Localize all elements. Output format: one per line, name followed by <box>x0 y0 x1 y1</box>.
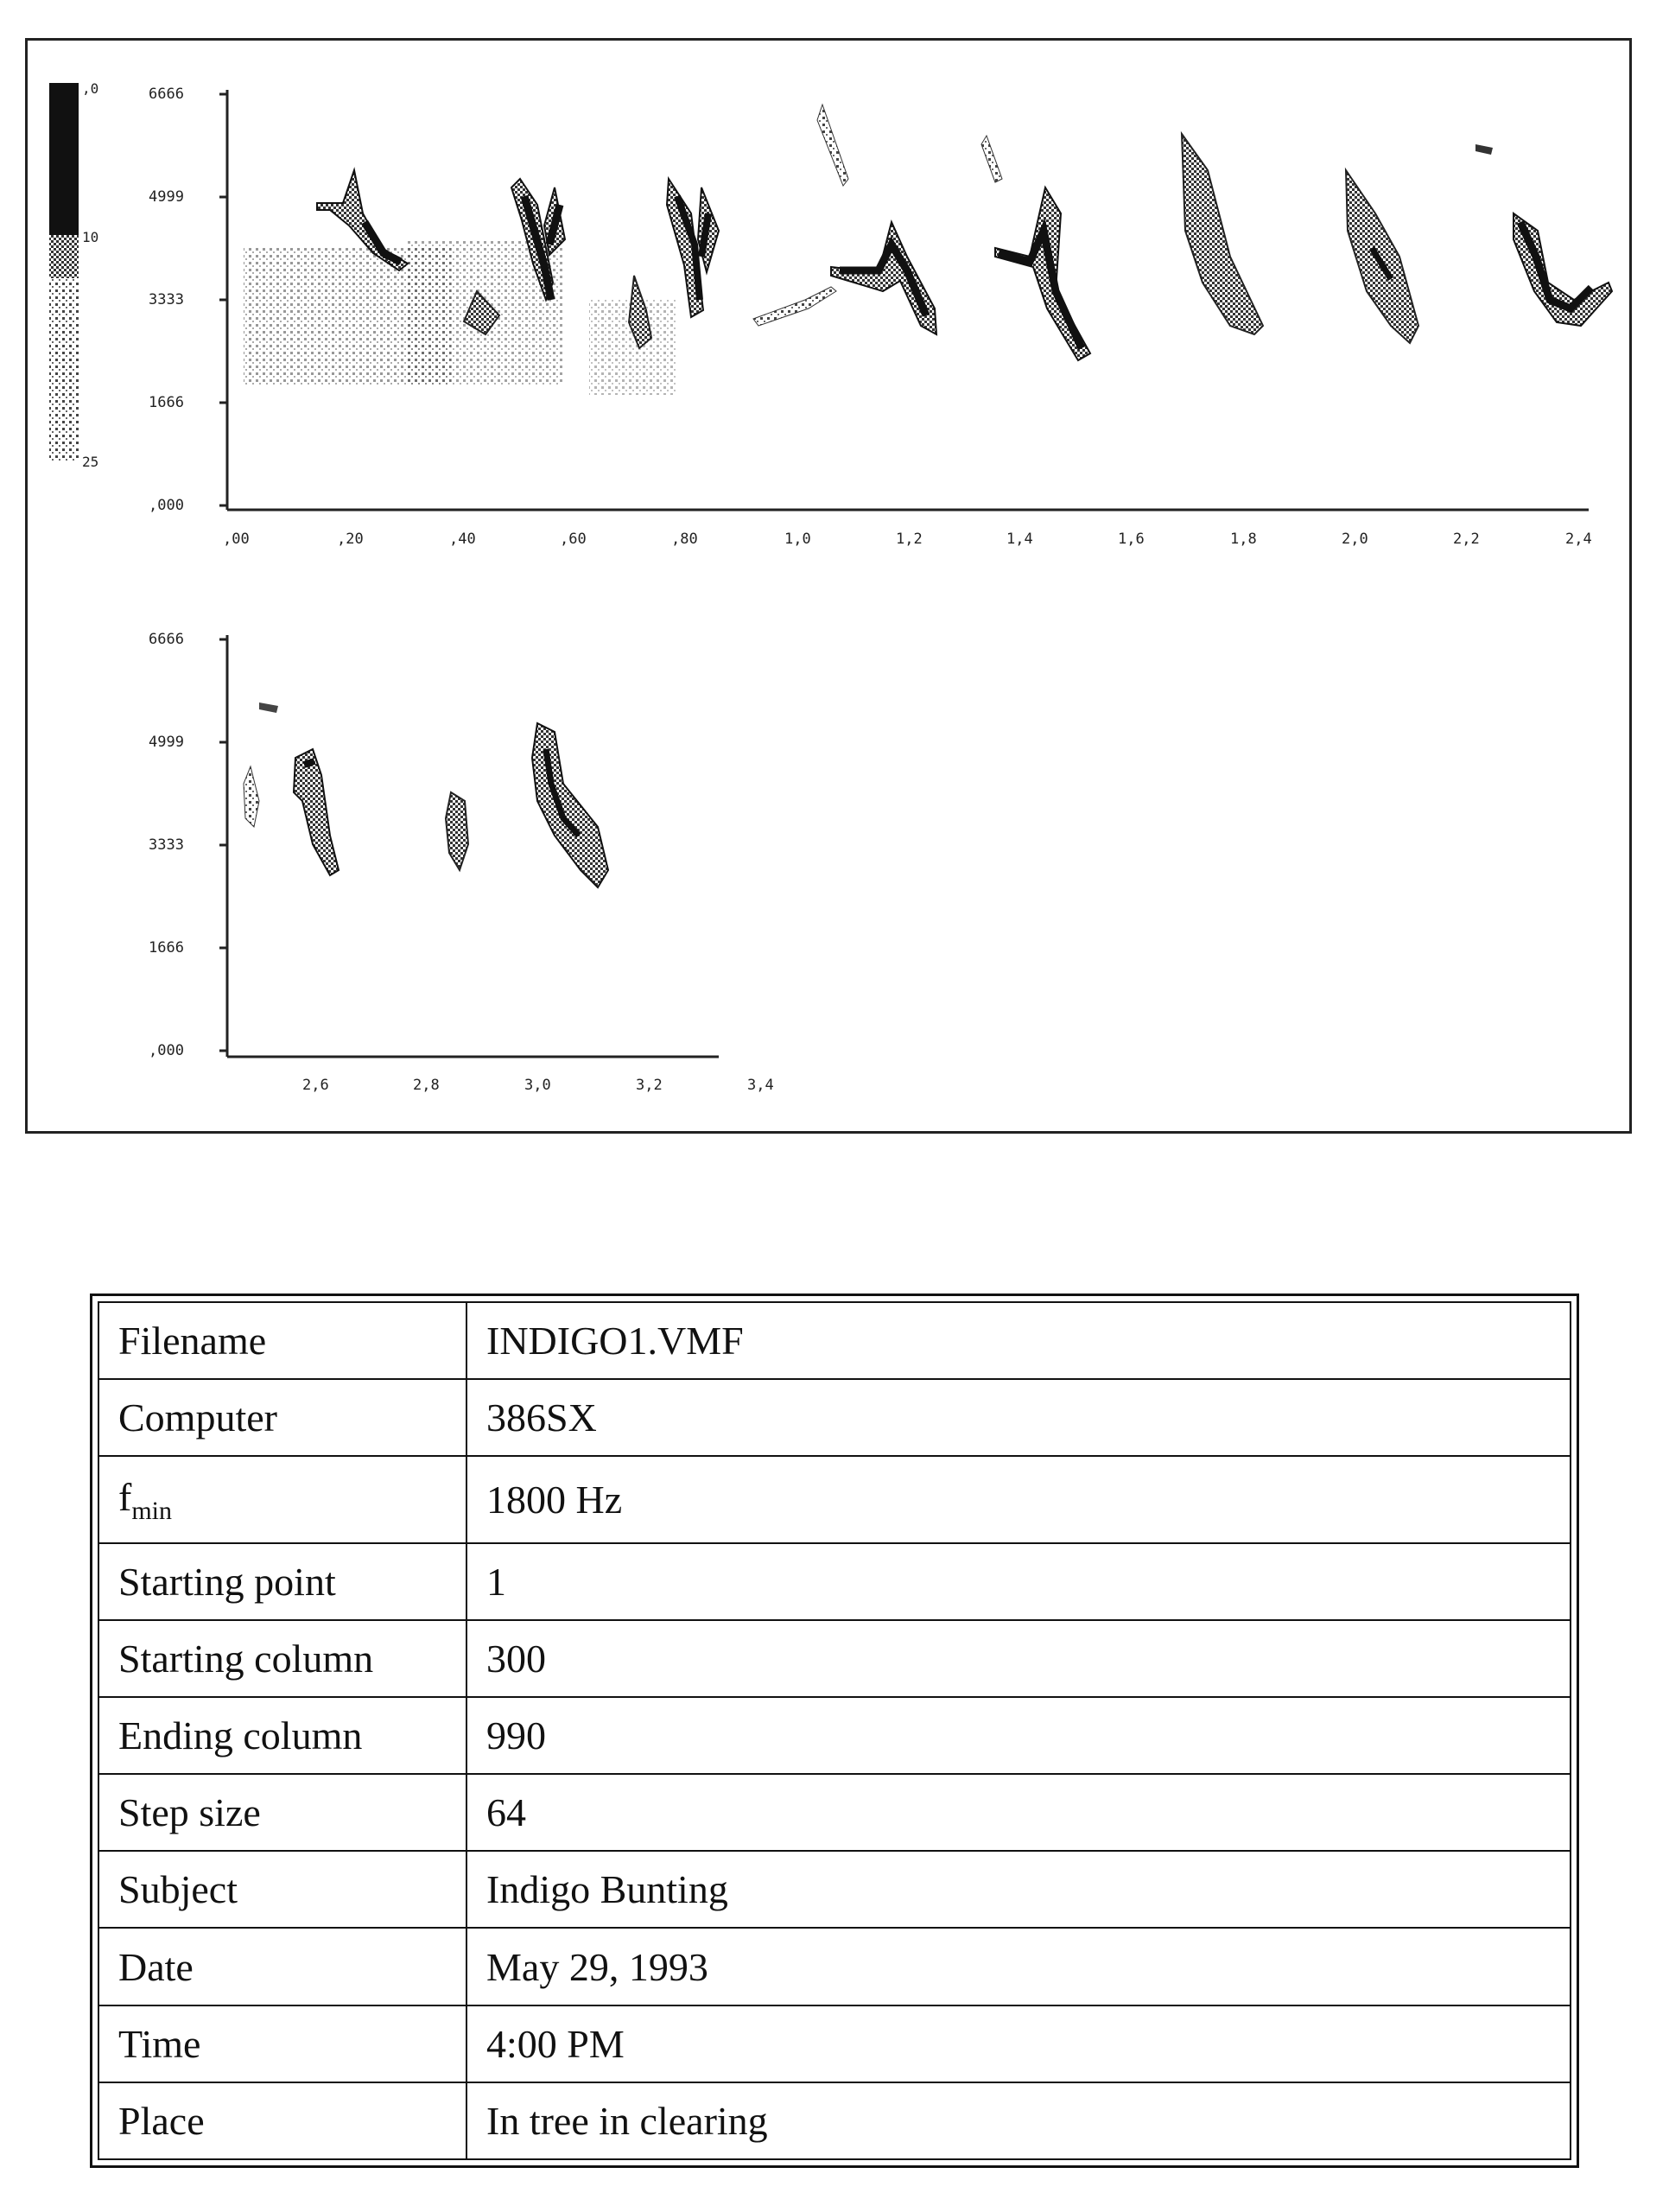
table-row <box>98 1543 1571 1620</box>
y-tick: 1666 <box>149 939 184 957</box>
x-tick: 2,0 <box>1342 531 1368 548</box>
row-value: INDIGO1.VMF <box>466 1302 1571 1379</box>
intensity-key-bottom-label: 25 <box>82 454 99 470</box>
y-tick: 6666 <box>149 631 184 648</box>
syllable-8 <box>1182 134 1263 334</box>
syllable-9 <box>1346 170 1418 343</box>
y-tick: 4999 <box>149 188 184 206</box>
intensity-key-top-label: ,0 <box>82 80 99 97</box>
top-panel-traces <box>244 105 1612 395</box>
table-row <box>98 1928 1571 2005</box>
x-tick: ,60 <box>560 531 587 548</box>
x-tick: 1,4 <box>1006 531 1033 548</box>
intensity-key <box>49 83 79 461</box>
top-panel-y-ticks <box>149 86 184 514</box>
x-tick: 2,4 <box>1565 531 1592 548</box>
table-row <box>98 1697 1571 1774</box>
syllable-6-top <box>817 105 848 186</box>
x-tick: 3,4 <box>747 1077 774 1094</box>
row-label: Starting column <box>98 1620 466 1697</box>
x-tick: 2,8 <box>413 1077 440 1094</box>
table-row <box>98 1620 1571 1697</box>
row-value: 990 <box>466 1697 1571 1774</box>
row-label: Place <box>98 2082 466 2159</box>
table-row <box>98 2082 1571 2159</box>
top-panel-x-ticks <box>223 531 1592 548</box>
syllable-10-top <box>1475 144 1493 155</box>
x-tick: 3,2 <box>636 1077 663 1094</box>
row-label: Date <box>98 1928 466 2005</box>
y-tick: 3333 <box>149 836 184 854</box>
row-label: Subject <box>98 1851 466 1928</box>
row-label: Computer <box>98 1379 466 1456</box>
parameters-table <box>98 1301 1571 2160</box>
syllable-13 <box>532 723 608 887</box>
spectrogram-frame <box>25 38 1632 1134</box>
x-tick: ,00 <box>223 531 250 548</box>
x-tick: 2,2 <box>1453 531 1480 548</box>
table-row <box>98 1851 1571 1928</box>
bottom-panel-x-ticks <box>302 1077 774 1094</box>
row-label: f <box>118 1474 132 1519</box>
row-label: Ending column <box>98 1697 466 1774</box>
row-label: Filename <box>98 1302 466 1379</box>
y-tick: 3333 <box>149 291 184 308</box>
row-value: 1 <box>466 1543 1571 1620</box>
syllable-12 <box>446 792 468 870</box>
y-tick: 1666 <box>149 394 184 411</box>
syllable-7-top <box>981 136 1002 182</box>
parameters-table-frame <box>90 1294 1579 2168</box>
syllable-11 <box>294 749 339 875</box>
syllable-11-left <box>244 766 259 827</box>
row-label: Starting point <box>98 1543 466 1620</box>
y-tick: 4999 <box>149 734 184 751</box>
table-row <box>98 1456 1571 1542</box>
y-tick: ,000 <box>149 1042 184 1059</box>
syllable-6 <box>831 222 936 334</box>
row-value: 64 <box>466 1774 1571 1851</box>
row-value: In tree in clearing <box>466 2082 1571 2159</box>
x-tick: ,80 <box>671 531 698 548</box>
syllable-6-sweep <box>753 287 836 326</box>
bottom-panel-axes <box>219 635 719 1057</box>
table-row <box>98 1379 1571 1456</box>
syllable-11-top <box>259 702 278 713</box>
y-tick: 6666 <box>149 86 184 103</box>
x-tick: 2,6 <box>302 1077 329 1094</box>
row-value: 4:00 PM <box>466 2005 1571 2082</box>
x-tick: 1,8 <box>1230 531 1257 548</box>
table-row <box>98 1302 1571 1379</box>
y-tick: ,000 <box>149 497 184 514</box>
x-tick: 1,2 <box>896 531 923 548</box>
syllable-11-core <box>304 761 314 765</box>
row-value: 386SX <box>466 1379 1571 1456</box>
table-row <box>98 2005 1571 2082</box>
x-tick: ,40 <box>449 531 476 548</box>
bottom-panel-y-ticks <box>149 631 184 1059</box>
row-label-fmin <box>98 1456 466 1542</box>
x-tick: ,20 <box>337 531 364 548</box>
row-label: Step size <box>98 1774 466 1851</box>
row-value: May 29, 1993 <box>466 1928 1571 2005</box>
row-value: Indigo Bunting <box>466 1851 1571 1928</box>
spectrogram-figure <box>28 41 1629 1131</box>
bottom-panel-traces <box>244 702 608 887</box>
row-value: 1800 Hz <box>466 1456 1571 1542</box>
x-tick: 1,6 <box>1118 531 1145 548</box>
x-tick: 1,0 <box>784 531 811 548</box>
background-noise <box>244 239 676 395</box>
row-label-subscript: min <box>131 1496 172 1525</box>
table-row <box>98 1774 1571 1851</box>
row-value: 300 <box>466 1620 1571 1697</box>
row-label: Time <box>98 2005 466 2082</box>
x-tick: 3,0 <box>524 1077 551 1094</box>
intensity-key-mid-label: 10 <box>82 229 99 245</box>
